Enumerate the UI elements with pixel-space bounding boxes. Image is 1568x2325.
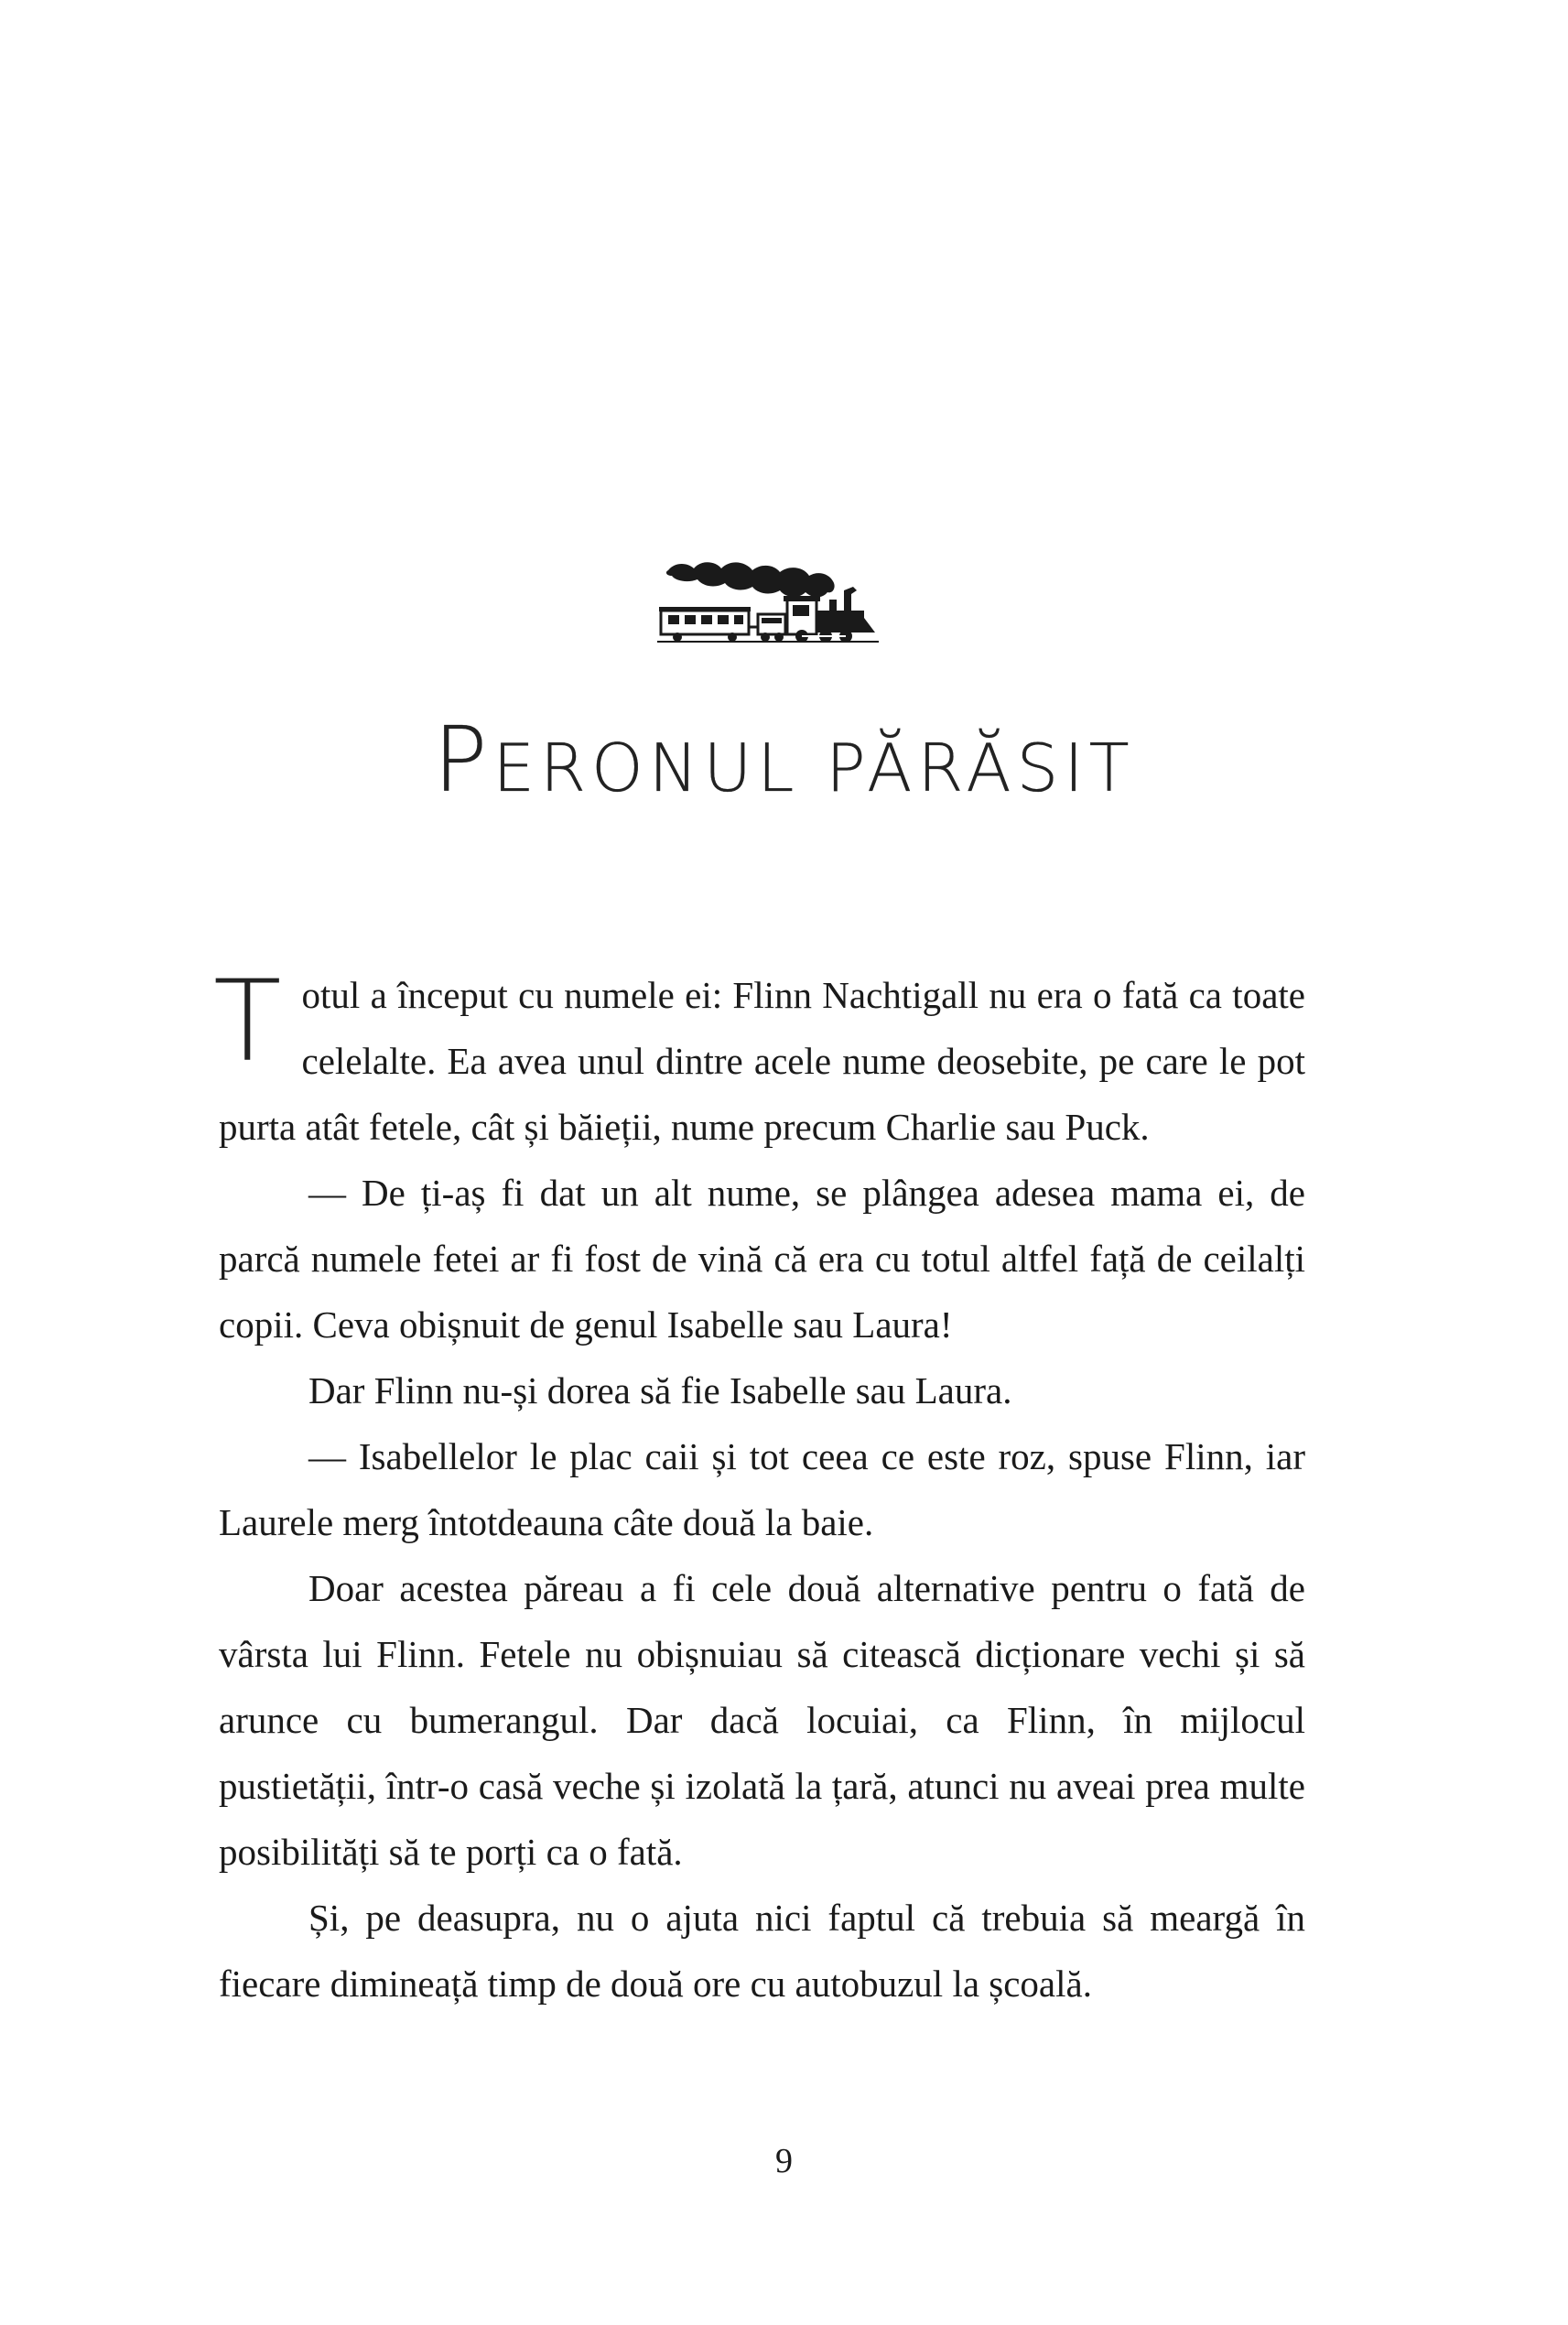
page-number: 9 [775, 2142, 793, 2180]
chapter-title [0, 706, 1568, 823]
paragraph-1 [213, 957, 1305, 1160]
drop-cap: T [213, 957, 282, 1087]
paragraph-5: Doar acestea păreau a fi cele două alternative pentru o fată de vârsta lui Flinn. Fetele nu obișnuiau să citească dicționare vechi și să arunce cu bumerangul. Dar dacă locuiai, ca Flinn, în mijlocul pustietății, într-o casă veche și izolată la țară, atunci nu aveai prea multe posibilități să te porți ca o fată. [219, 1567, 1305, 1873]
steam-train-icon [657, 554, 879, 645]
paragraph-3: Dar Flinn nu-și dorea să fie Isabelle sau Laura. [308, 1369, 1012, 1411]
paragraph-2: — De ți-aș fi dat un alt nume, se plângea adesea mama ei, de parcă numele fetei ar fi fost de vină că era cu totul altfel față de ceilalți copii. Ceva obișnuit de genul Isabelle sau Laura! [219, 1172, 1305, 1346]
chapter-title-rest: ERONUL PĂRĂSIT [492, 729, 1135, 806]
paragraph-4: — Isabellelor le plac caii și tot ceea ce este roz, spuse Flinn, iar Laurele merg întotdeauna câte două la baie. [219, 1435, 1305, 1543]
chapter-title-initial: P [433, 708, 493, 813]
paragraph-6: Și, pe deasupra, nu o ajuta nici faptul că trebuia să meargă în fiecare dimineață timp de două ore cu autobuzul la școală. [219, 1897, 1305, 2005]
chapter-body [213, 957, 1305, 2017]
paragraph-1-text: otul a început cu numele ei: Flinn Nachtigall nu era o fată ca toate celelalte. Ea avea unul dintre acele nume deosebite, pe care le pot purta atât fetele, cât și băieții, nume precum Charlie sau Puck. [219, 974, 1305, 1148]
